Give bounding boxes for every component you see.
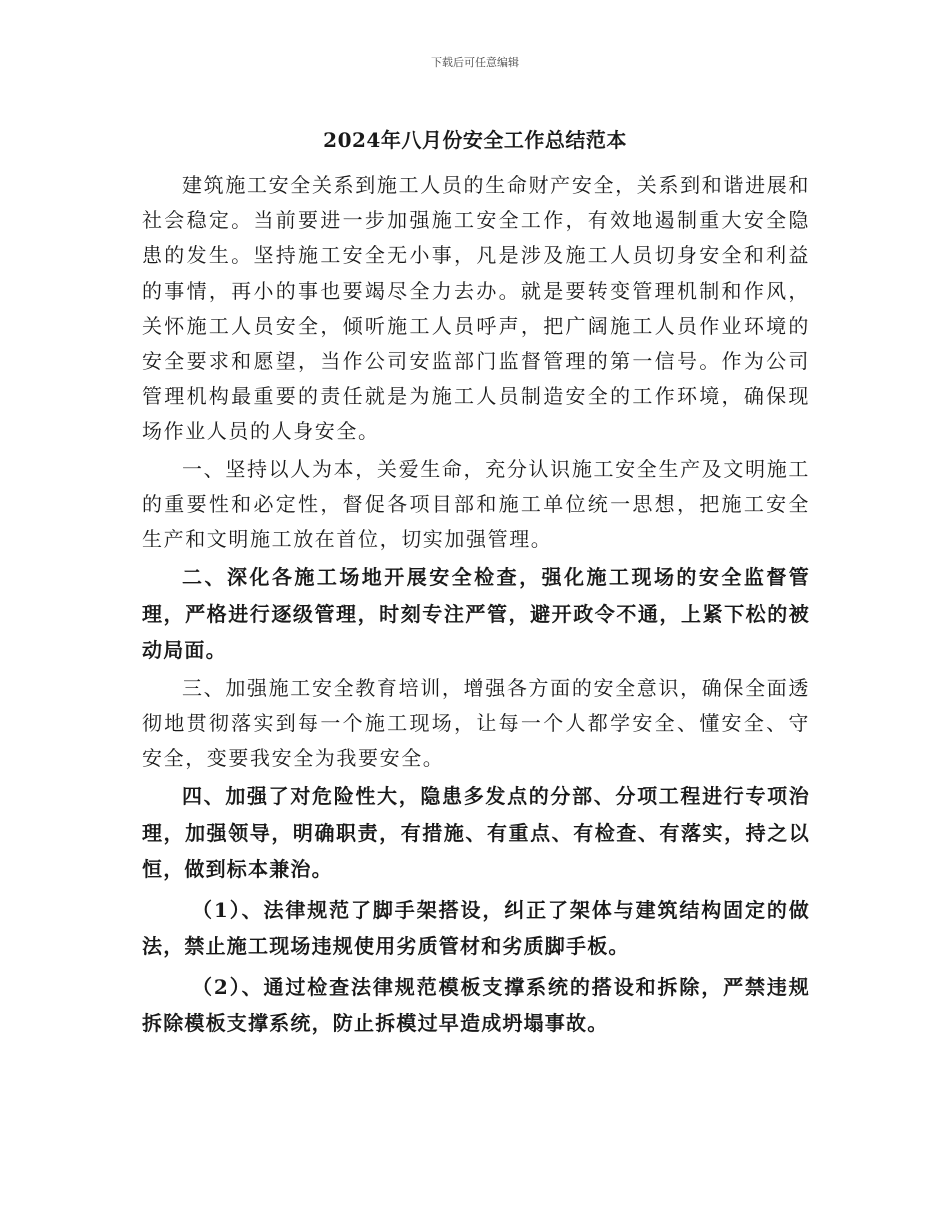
document-body	[142, 168, 810, 1044]
paragraph-section-1: 一、坚持以人为本，关爱生命，充分认识施工安全生产及文明施工的重要性和必定性，督促各项目部和施工单位统一思想，把施工安全生产和文明施工放在首位，切实加强管理。	[142, 456, 810, 552]
paragraph-section-3: 三、加强施工安全教育培训，增强各方面的安全意识，确保全面透彻地贯彻落实到每一个施工现场，让每一个人都学安全、懂安全、守安全，变要我安全为我要安全。	[142, 675, 810, 771]
paragraph-section-4: 四、加强了对危险性大，隐患多发点的分部、分项工程进行专项治理，加强领导，明确职责，有措施、有重点、有检查、有落实，持之以恒，做到标本兼治。	[142, 784, 810, 882]
paragraph-item-2: （2）、通过检查法律规范模板支撑系统的搭设和拆除，严禁违规拆除模板支撑系统，防止拆模过早造成坍塌事故。	[142, 974, 810, 1036]
document-title: 2024年八月份安全工作总结范本	[323, 128, 627, 152]
paragraph-item-1: （1）、法律规范了脚手架搭设，纠正了架体与建筑结构固定的做法，禁止施工现场违规使用劣质管材和劣质脚手板。	[142, 897, 810, 959]
paragraph-intro: 建筑施工安全关系到施工人员的生命财产安全，关系到和谐进展和社会稳定。当前要进一步加强施工安全工作，有效地遏制重大安全隐患的发生。坚持施工安全无小事，凡是涉及施工人员切身安全和利益的事情，再小的事也要竭尽全力去办。就是要转变管理机制和作风，关怀施工人员安全，倾听施工人员呼声，把广阔施工人员作业环境的安全要求和愿望，当作公司安监部门监督管理的第一信号。作为公司管理机构最重要的责任就是为施工人员制造安全的工作环境，确保现场作业人员的人身安全。	[142, 173, 810, 444]
paragraph-section-2: 二、深化各施工场地开展安全检查，强化施工现场的安全监督管理，严格进行逐级管理，时刻专注严管，避开政令不通，上紧下松的被动局面。	[142, 565, 810, 663]
header-note: 下载后可任意编辑	[431, 56, 519, 69]
